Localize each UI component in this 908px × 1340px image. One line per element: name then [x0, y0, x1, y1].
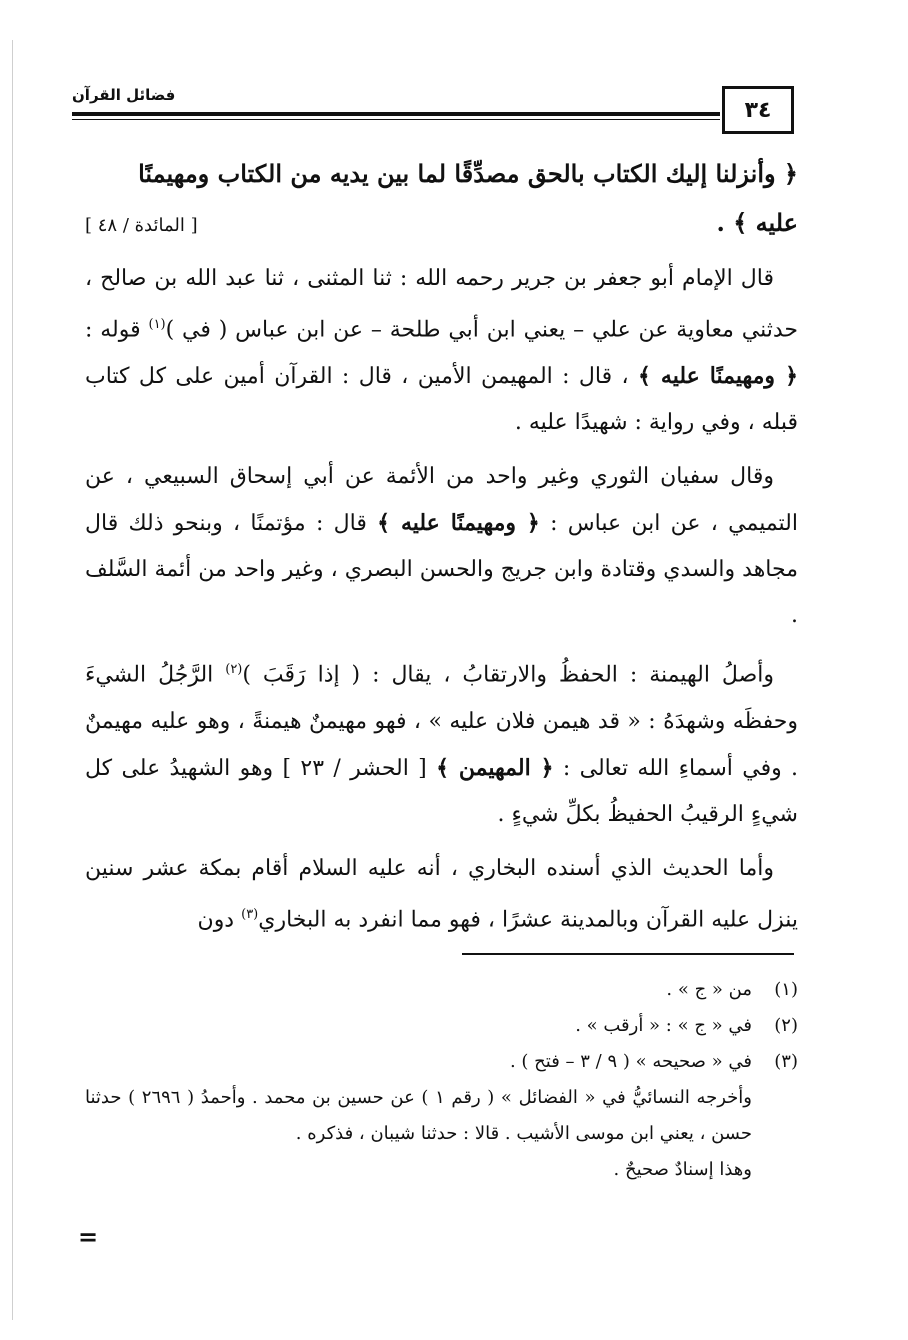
paragraph-text: وأما الحديث الذي أسنده البخاري ، أنه عليه السلام أقام بمكة عشر سنين ينزل عليه القرآن وبالمدينة عشرًا ، فهو مما انفرد به البخاري	[85, 855, 798, 932]
footnote-number: (٢)	[774, 1015, 798, 1036]
footnote-item	[85, 1008, 798, 1044]
paragraph-text: دون	[197, 906, 242, 932]
footnote-marker: (٢)	[225, 662, 243, 678]
page-header	[72, 86, 794, 134]
footnote-marker: (٣)	[241, 906, 259, 922]
footnote-text: في « ج » : « أرقب » .	[575, 1015, 752, 1036]
quran-verse-end: عليه ﴾ .	[716, 208, 798, 237]
paragraph-tafsir-ibn-jarir	[85, 256, 798, 446]
header-rule-thick	[72, 112, 720, 116]
footnote-item	[85, 972, 798, 1008]
footnote-number: (٣)	[774, 1051, 798, 1072]
footnote-continuation: وهذا إسنادٌ صحيحٌ .	[613, 1159, 752, 1180]
paragraph-sufyan	[85, 454, 798, 639]
paragraph-text: الرَّجُلُ الشيءَ وحفظَه وشهدَهُ : « قد هيمن فلان عليه » ، فهو مهيمنٌ هيمنةً ، وهو عليه مهيمنٌ . وفي أسماءِ الله تعالى :	[85, 662, 799, 781]
footnote-continuation: وأخرجه النسائيُّ في « الفضائل » ( رقم ١ ) عن حسين بن محمد . وأحمدُ ( ٢٦٩٦ ) حدثنا حسن ، يعني ابن موسى الأشيب . قالا : حدثنا شيبان ، فذكره .	[85, 1087, 753, 1144]
page-number: ٣٤	[722, 86, 794, 134]
header-rule-thin	[72, 119, 720, 120]
paragraph-text: قوله :	[85, 317, 149, 343]
paragraph-text: قال : مؤتمنًا ، وبنحو ذلك قال مجاهد والسدي وقتادة وابن جريج والحسن البصري ، وغير واحد من أئمة السَّلف .	[85, 511, 798, 629]
continuation-mark: =	[78, 1222, 99, 1251]
verse-end-line	[85, 200, 798, 246]
quran-quote: ﴿ المهيمن ﴾	[436, 754, 554, 781]
paragraph-text: [ الحشر / ٢٣ ] وهو الشهيدُ على كل شيءٍ الرقيبُ الحفيظُ بكلِّ شيءٍ .	[85, 755, 798, 827]
paragraph-hayman-origin	[85, 647, 798, 837]
footnote-number: (١)	[774, 979, 798, 1000]
quran-verse: ﴿ وأنزلنا إليك الكتاب بالحق مصدِّقًا لما بين يديه من الكتاب ومهيمنًا	[138, 159, 798, 188]
paragraph-text: ، قال : المهيمن الأمين ، قال : القرآن أمين على كل كتاب قبله ، وفي رواية : شهيدًا عليه .	[85, 364, 798, 436]
footnote-text: في « صحيحه » ( ٩ / ٣ – فتح ) .	[509, 1051, 752, 1072]
quran-quote: ﴿ ومهيمنًا عليه ﴾	[637, 363, 798, 390]
running-title: فضائل القرآن	[72, 86, 176, 104]
paragraph-text: قال الإمام أبو جعفر بن جرير رحمه الله : ثنا المثنى ، ثنا عبد الله بن صالح ، حدثني معاوية عن علي – يعني ابن أبي طلحة – عن ابن عباس ( في )	[85, 266, 798, 343]
verse-reference: [ المائدة / ٤٨ ]	[85, 215, 198, 236]
footnote-separator	[462, 953, 794, 955]
main-text	[85, 148, 798, 951]
paragraph-text: وأصلُ الهيمنة : الحفظُ والارتقابُ ، يقال : ( إذا رَقَبَ )	[242, 662, 774, 688]
scan-margin-line	[12, 40, 13, 1320]
footnote-marker: (١)	[148, 317, 166, 332]
paragraph-bukhari	[85, 846, 798, 943]
footnote-item	[85, 1044, 798, 1080]
footnotes	[85, 972, 798, 1188]
paragraph-text: وقال سفيان الثوري وغير واحد من الأئمة عن أبي إسحاق السبيعي ، عن التميمي ، عن ابن عباس :	[85, 464, 798, 537]
quran-quote: ﴿ ومهيمنًا عليه ﴾	[377, 510, 540, 537]
footnote-text: من « ج » .	[666, 979, 752, 1000]
